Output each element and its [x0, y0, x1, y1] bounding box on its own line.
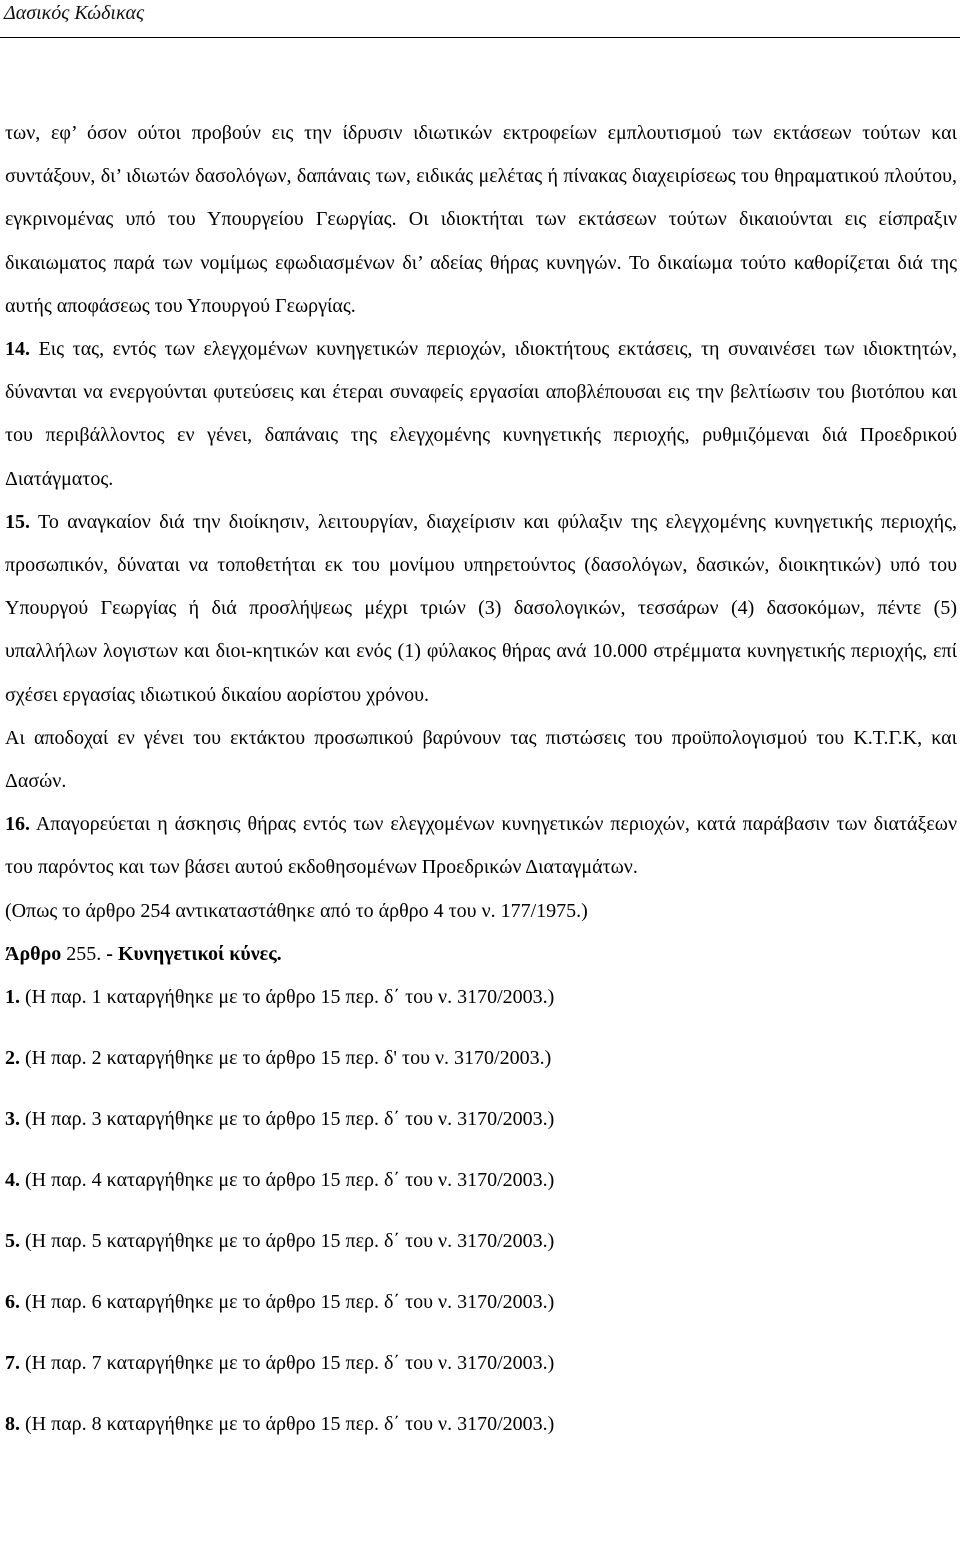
subsection-text: (Η παρ. 5 καταργήθηκε με το άρθρο 15 περ. δ΄ του ν. 3170/2003.) — [25, 1229, 555, 1252]
article-heading — [5, 933, 957, 976]
paragraph-number: 14. — [5, 338, 30, 361]
subsection-text: (Η παρ. 1 καταργήθηκε με το άρθρο 15 περ. δ΄ του ν. 3170/2003.) — [25, 985, 555, 1008]
paragraph-number: 15. — [5, 510, 30, 533]
subsection-text: (Η παρ. 7 καταργήθηκε με το άρθρο 15 περ. δ΄ του ν. 3170/2003.) — [25, 1351, 555, 1374]
article-label: Άρθρο — [5, 942, 62, 965]
subsection-number: 8. — [5, 1412, 20, 1435]
subsection-4 — [5, 1159, 957, 1220]
document-body — [5, 112, 957, 1446]
subsection-number: 4. — [5, 1168, 20, 1191]
paragraph-text: Το αναγκαίον διά την διοίκησιν, λειτουργίαν, διαχείρισιν και φύλαξιν της ελεγχομένης κυνηγετικής περιοχής, προσωπικόν, δύναται να τοποθετήται εκ του μονίμου υπηρετούντος (δασολόγων, δασικών, διοικητικών) υπό του Υπουργού Γεωργίας ή διά προσλήψεως μέχρι τριών (3) δασολογικών, τεσσάρων (4) δασοκόμων, πέντε (5) υπαλλήλων λογιστων και διοι-κητικών και ενός (1) φύλακος θήρας ανά 10.000 στρέμματα κυνηγετικής περιοχής, επί σχέσει εργασίας ιδιωτικού δικαίου αορίστου χρόνου. — [5, 510, 957, 706]
paragraph-14 — [5, 328, 957, 501]
subsection-number: 7. — [5, 1351, 20, 1374]
subsection-7 — [5, 1342, 957, 1403]
subsection-5 — [5, 1220, 957, 1281]
paragraph-15-continued: Αι αποδοχαί εν γένει του εκτάκτου προσωπικού βαρύνουν τας πιστώσεις του προϋπολογισμού του Κ.Τ.Γ.Κ, και Δασών. — [5, 726, 957, 793]
paragraph-number: 16. — [5, 813, 30, 836]
subsection-6 — [5, 1281, 957, 1342]
subsection-number: 2. — [5, 1046, 20, 1069]
continued-paragraph: των, εφ’ όσον ούτοι προβούν εις την ίδρυσιν ιδιωτικών εκτροφείων εμπλουτισμού των εκτάσεων τούτων και συντάξουν, δι’ ιδιωτών δασολόγων, δαπάναις των, ειδικάς μελέτας ή πίνακας διαχειρίσεως του θηραματικού πλούτου, εγκρινομένας υπό του Υπουργείου Γεωργίας. Οι ιδιοκτήται των εκτάσεων τούτων δικαιούνται εις είσπραξιν δικαιωματος παρά των νομίμως εφωδιασμένων δι’ αδείας θήρας κυνηγών. Το δικαίωμα τούτο καθορίζεται διά της αυτής αποφάσεως του Υπουργού Γεωργίας. — [5, 122, 957, 317]
article-title: - Κυνηγετικοί κύνες. — [106, 942, 282, 965]
subsection-text: (Η παρ. 3 καταργήθηκε με το άρθρο 15 περ. δ΄ του ν. 3170/2003.) — [25, 1107, 555, 1130]
subsection-8 — [5, 1403, 957, 1446]
paragraph-text: Απαγορεύεται η άσκησις θήρας εντός των ελεγχομένων κυνηγετικών περιοχών, κατά παράβασιν των διατάξεων του παρόντος και των βάσει αυτού εκδοθησομένων Προεδρικών Διαταγμάτων. — [5, 813, 958, 879]
subsection-text: (Η παρ. 2 καταργήθηκε με το άρθρο 15 περ. δ' του ν. 3170/2003.) — [25, 1046, 552, 1069]
subsection-number: 3. — [5, 1107, 20, 1130]
amendment-note: (Οπως το άρθρο 254 αντικαταστάθηκε από το άρθρο 4 του ν. 177/1975.) — [5, 899, 588, 922]
running-header: Δασικός Κώδικας — [4, 2, 145, 24]
subsection-number: 5. — [5, 1229, 20, 1252]
header-divider — [0, 37, 960, 38]
subsection-1 — [5, 976, 957, 1037]
subsection-text: (Η παρ. 8 καταργήθηκε με το άρθρο 15 περ. δ΄ του ν. 3170/2003.) — [25, 1412, 555, 1435]
subsection-number: 1. — [5, 985, 20, 1008]
subsection-3 — [5, 1098, 957, 1159]
paragraph-15 — [5, 501, 957, 717]
paragraph-text: Εις τας, εντός των ελεγχομένων κυνηγετικών περιοχών, ιδιοκτήτους εκτάσεις, τη συναινέσει των ιδιοκτητών, δύνανται να ενεργούνται φυτεύσεις και έτεραι συναφείς εργασίαι αποβλέπουσαι εις την βελτίωσιν του βιοτόπου και του περιβάλλοντος εν γένει, δαπάναις της ελεγχομένης κυνηγετικής περιοχής, ρυθμιζόμεναι διά Προεδρικού Διατάγματος. — [5, 338, 957, 490]
subsection-text: (Η παρ. 4 καταργήθηκε με το άρθρο 15 περ. δ΄ του ν. 3170/2003.) — [25, 1168, 555, 1191]
subsection-2 — [5, 1037, 957, 1098]
article-number: 255. — [66, 942, 102, 965]
subsection-number: 6. — [5, 1290, 20, 1313]
subsection-text: (Η παρ. 6 καταργήθηκε με το άρθρο 15 περ. δ΄ του ν. 3170/2003.) — [25, 1290, 555, 1313]
paragraph-16 — [5, 803, 957, 889]
